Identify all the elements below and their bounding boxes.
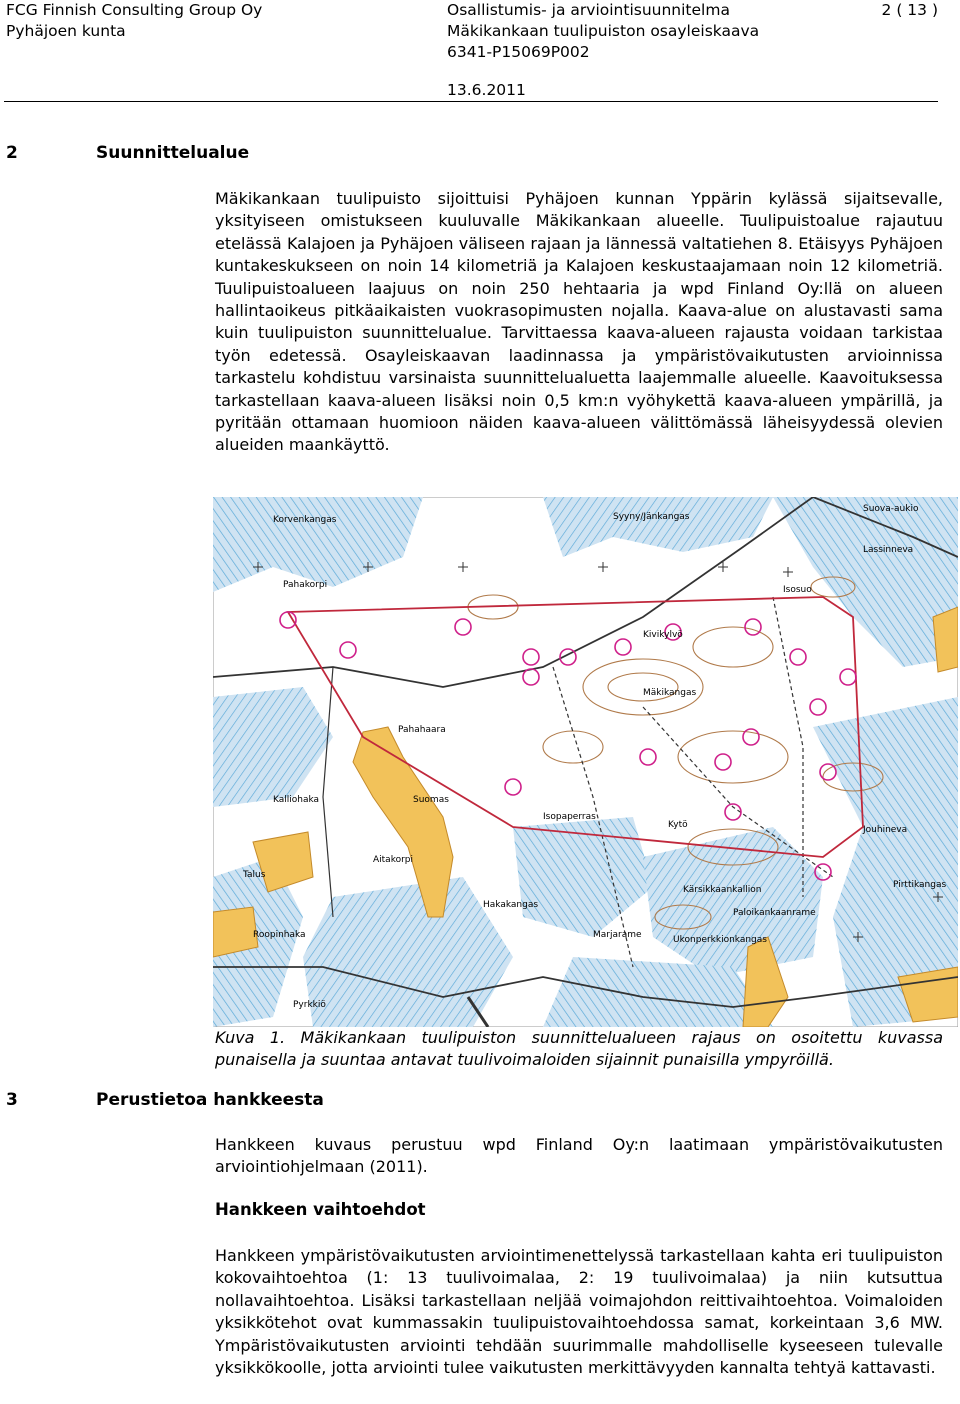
place-label: Pirttikangas xyxy=(893,880,947,890)
page-number: 2 ( 13 ) xyxy=(881,1,938,19)
caption-text: Mäkikankaan tuulipuiston suunnittelualueen rajaus on osoitettu kuvassa punaisella ja suuntaa antavat tuulivoimaloiden sijainnit punaisilla ympyröillä. xyxy=(215,1028,944,1070)
section-2-number: 2 xyxy=(6,143,18,163)
place-label: Pyrkkiö xyxy=(293,1000,326,1010)
place-label: Hakakangas xyxy=(483,900,539,910)
place-label: Korvenkangas xyxy=(273,515,337,525)
place-label: Isopaperras xyxy=(543,812,596,822)
place-label: Roopinhaka xyxy=(253,930,306,940)
alternatives-subheading: Hankkeen vaihtoehdot xyxy=(215,1200,426,1219)
section-2-body: Mäkikankaan tuulipuisto sijoittuisi Pyhäjoen kunnan Yppärin kylässä sijaitsevalle, yksityiseen omistukseen kuuluvalle Mäkikankaan alueelle. Tuulipuistoalue rajautuu etelässä Kalajoen ja Pyhäjoen väliseen rajaan ja lännessä valtatiehen 8. Etäisyys Pyhäjoen kuntakeskukseen on noin 14 kilometriä ja Kalajoen keskustaajamaan noin 12 kilometriä. Tuulipuistoalueen laajuus on noin 250 hehtaaria ja wpd Finland Oy:llä on alueen hallintaoikeus pitkäaikaisten vuokrasopimusten nojalla. Kaava-alue on alustavasti sama kuin tuulipuiston suunnittelualue. Tarvittaessa kaava-alueen rajausta voidaan tarkistaa työn edetessä. Osayleiskaavan laadinnassa ja ympäristövaikutusten arvioinnissa tarkastelu kohdistuu varsinaista suunnittelualuetta laajemmalle alueelle. Kaavoituksessa tarkastellaan kaava-alueen lisäksi noin 0,5 km:n vyöhykettä kaava-alueen ympärillä, ja pyritään ottamaan huomioon näiden kaava-alueen välittömässä läheisyydessä olevien alueiden maankäyttö. xyxy=(215,189,943,455)
section-3-title: Perustietoa hankkeesta xyxy=(96,1090,324,1110)
place-label: Suova-aukio xyxy=(863,504,919,514)
header-doc-type: Osallistumis- ja arviointisuunnitelma xyxy=(447,1,730,19)
header-rule xyxy=(4,101,938,102)
place-label: Talus xyxy=(243,870,266,880)
header-date: 13.6.2011 xyxy=(447,81,526,99)
header-doc-code: 6341-P15069P002 xyxy=(447,43,590,61)
section-3-intro: Hankkeen kuvaus perustuu wpd Finland Oy:n laatimaan ympäristövaikutusten arviointiohjelmaan (2011). xyxy=(215,1135,943,1177)
header-company: FCG Finnish Consulting Group Oy xyxy=(6,1,263,19)
place-label: Ukonperkkionkangas xyxy=(673,935,767,945)
header-left xyxy=(6,0,262,42)
place-label: Kalliohaka xyxy=(273,795,320,805)
planning-area-map xyxy=(213,497,958,1027)
place-label: Lassinneva xyxy=(863,545,914,555)
place-label: Marjarame xyxy=(593,930,642,940)
place-label: Jouhineva xyxy=(863,825,908,835)
header-municipality: Pyhäjoen kunta xyxy=(6,22,126,40)
section-3-heading xyxy=(6,1090,324,1110)
place-label: Suomas xyxy=(413,795,449,805)
caption-label: Kuva 1. xyxy=(215,1028,286,1047)
place-label: Kivikylvö xyxy=(643,630,683,640)
place-label: Mäkikangas xyxy=(643,688,697,698)
place-label: Aitakorpi xyxy=(373,855,414,865)
place-label: Pahakorpi xyxy=(283,580,328,590)
header-middle xyxy=(447,0,759,63)
place-label: Kytö xyxy=(668,820,688,830)
section-2-heading xyxy=(6,143,249,163)
section-3-number: 3 xyxy=(6,1090,18,1110)
place-label: Isosuo xyxy=(783,585,812,595)
place-label: Paloikankaanrame xyxy=(733,908,816,918)
place-label: Syyny/Jänkangas xyxy=(613,512,690,522)
figure-caption xyxy=(215,1027,943,1072)
place-label: Pahahaara xyxy=(398,725,446,735)
alternatives-body: Hankkeen ympäristövaikutusten arviointimenettelyssä tarkastellaan kahta eri tuulipuiston kokovaihtoehtoa (1: 13 tuulivoimalaa, 2: 19 tuulivoimalaa) ja niin kutsuttua nollavaihtoehtoa. Lisäksi tarkastellaan neljää voimajohdon reittivaihtoehtoa. Voimaloiden yksikkötehot ovat kummassakin tuulipuistovaihtoehdossa samat, korkeintaan 3,6 MW. Ympäristövaikutusten arviointi tehdään suurimmalle mahdolliselle kyseeseen tulevalle yksikkökoolle, jotta arviointi tulee vaikutusten merkittävyyden kannalta tehtyä kattavasti. xyxy=(215,1246,943,1378)
place-label: Kärsikkaankallion xyxy=(683,885,762,895)
header-doc-title: Mäkikankaan tuulipuiston osayleiskaava xyxy=(447,22,760,40)
section-2-title: Suunnittelualue xyxy=(96,143,250,163)
